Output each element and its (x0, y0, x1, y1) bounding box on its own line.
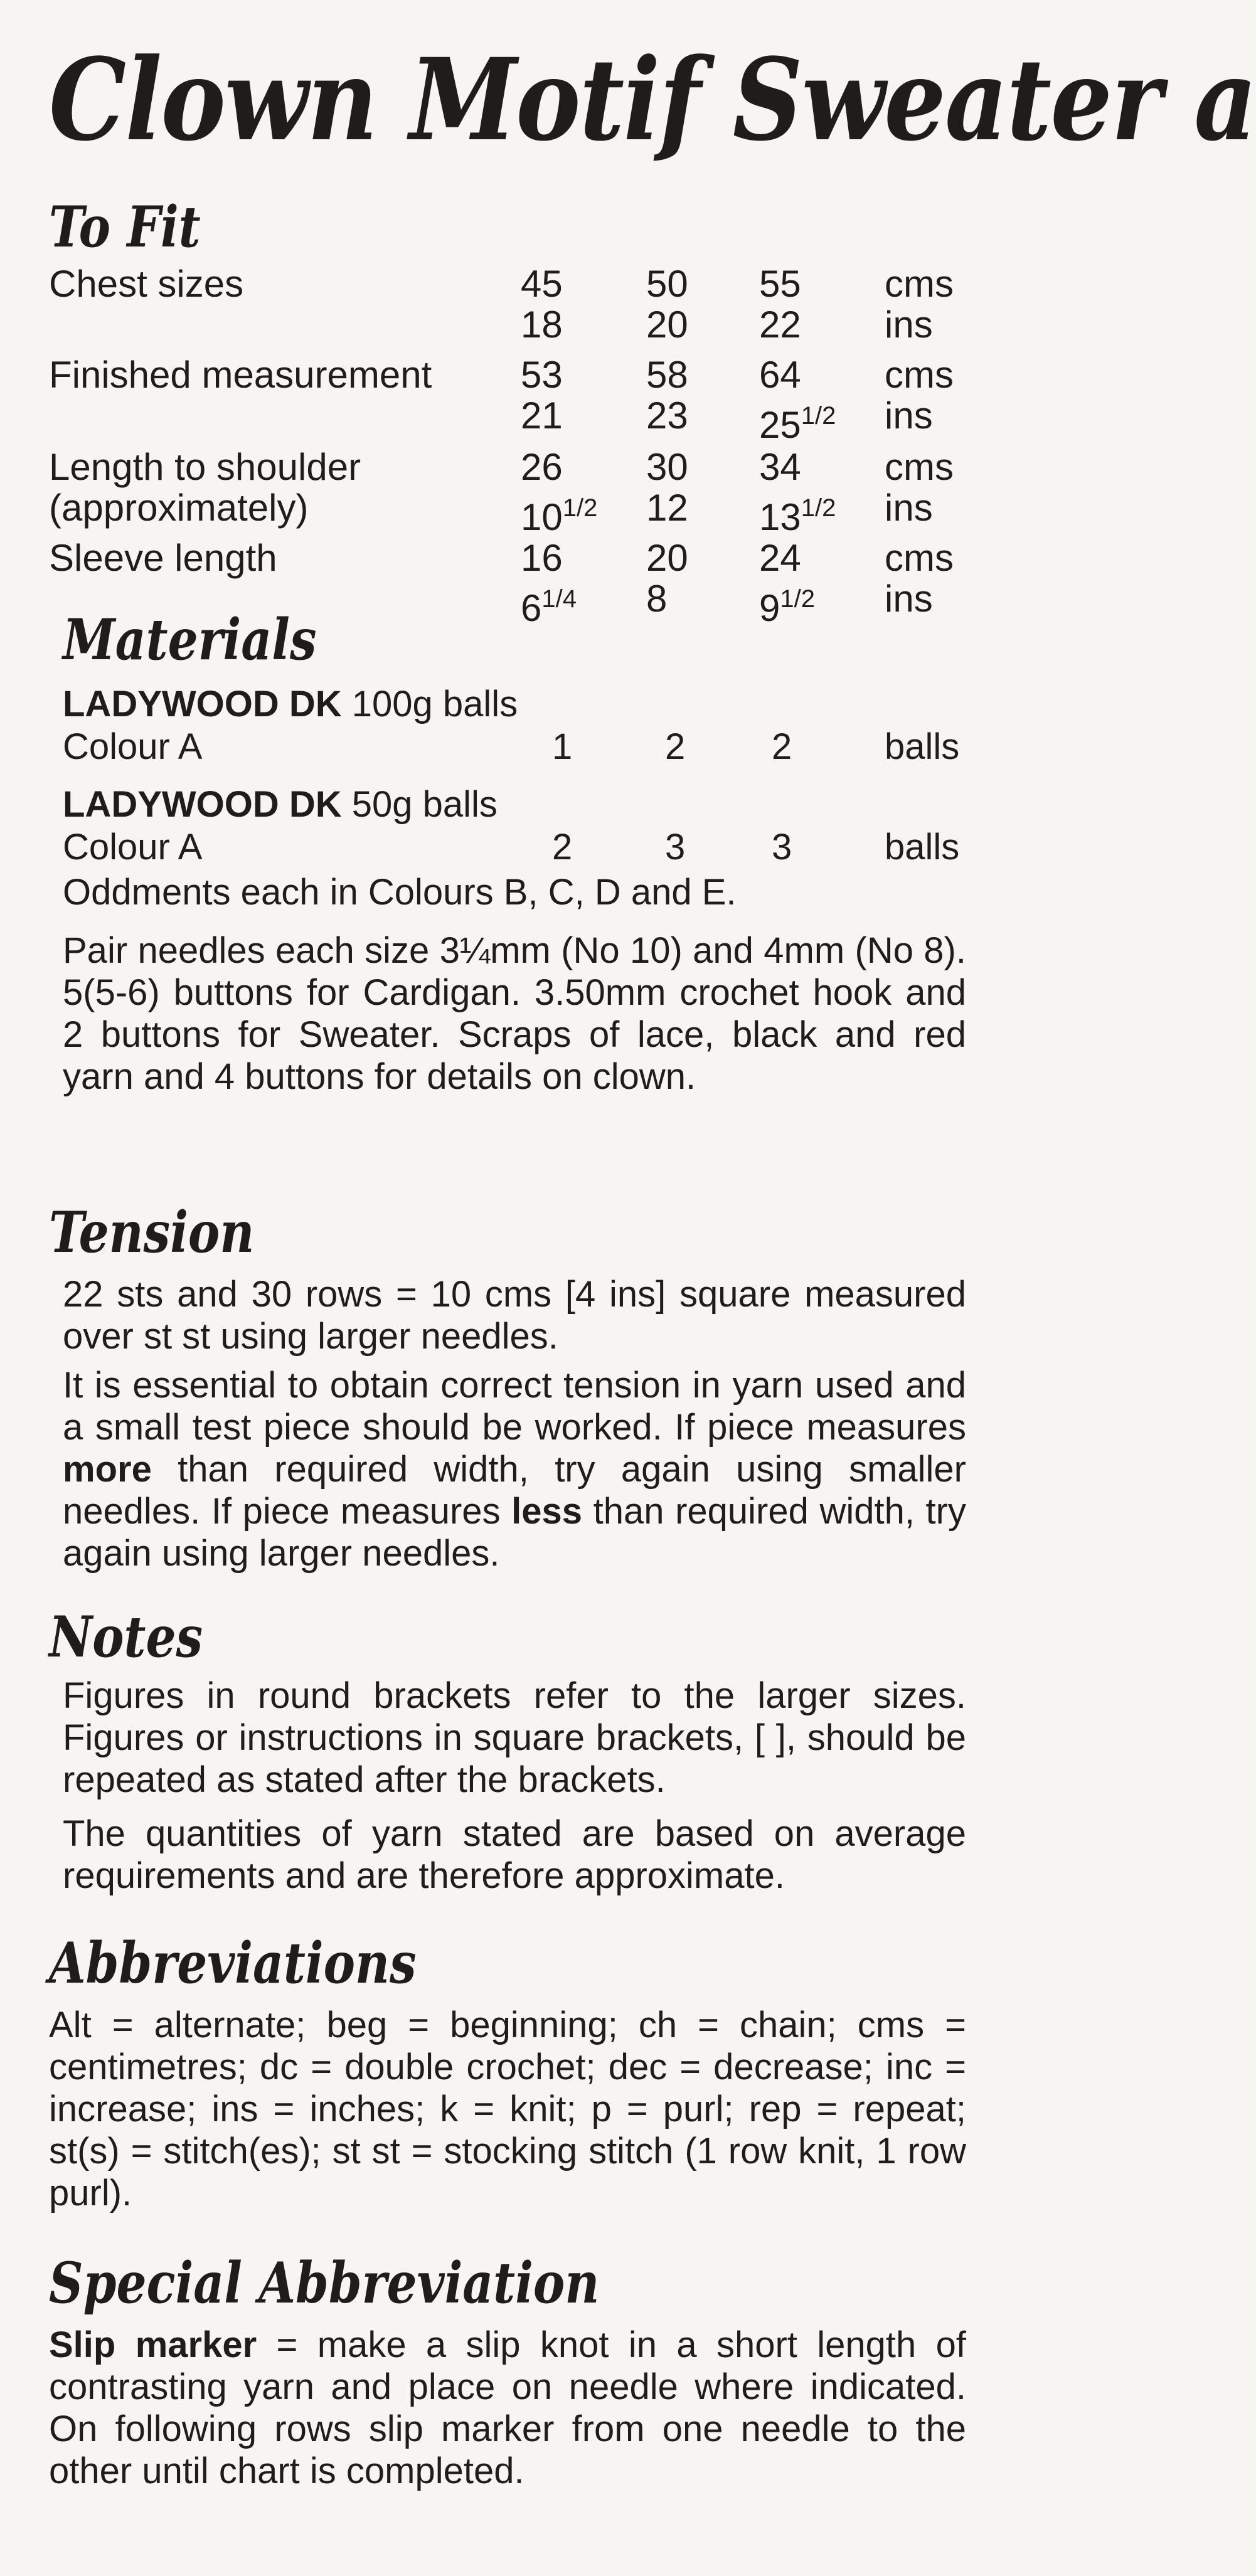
yarn1-line (63, 684, 518, 725)
size-fraction: 1/2 (562, 494, 598, 522)
yarn2-qty-1: 2 (552, 827, 573, 867)
yarn1-colour: Colour A (63, 726, 203, 767)
size-value-1: $10^{1/2}$ (521, 494, 598, 538)
yarn2-colour: Colour A (63, 827, 203, 867)
tension-paragraph-2 (63, 1364, 966, 1574)
size-value-3: 64 (759, 354, 801, 396)
size-value-2: 30 (646, 446, 688, 488)
size-value-2: 23 (646, 395, 688, 437)
special-abbreviation-heading: Special Abbreviation (49, 2250, 600, 2316)
size-unit: ins (885, 578, 933, 620)
abbreviations-heading: Abbreviations (49, 1930, 417, 1996)
size-value-1: 45 (521, 263, 563, 305)
needles-text: Pair needles each size 3¼mm (No 10) and 4mm (No 8). 5(5-6) buttons for Cardigan. 3.50mm crochet hook and 2 buttons for Sweater. Scraps of lace, black and red yarn and 4 buttons for details on clown. (63, 930, 966, 1097)
yarn1-qty-3: 2 (772, 726, 792, 767)
yarn2-desc: 50g balls (351, 784, 498, 825)
yarn2-brand: LADYWOOD DK (63, 784, 342, 825)
notes-heading: Notes (49, 1604, 203, 1670)
size-value-3: $25^{1/2}$ (759, 402, 836, 446)
size-fraction: 1/2 (780, 585, 815, 613)
size-row-label: (approximately) (49, 487, 309, 529)
size-unit: ins (885, 304, 933, 346)
tension-paragraph-1: 22 sts and 30 rows = 10 cms [4 ins] square measured over st st using larger needles. (63, 1274, 966, 1357)
size-value-3: 22 (759, 304, 801, 346)
size-unit: cms (885, 537, 954, 579)
size-value-2: 8 (646, 578, 668, 620)
size-unit: cms (885, 446, 954, 488)
tension-heading: Tension (49, 1199, 255, 1266)
oddments-text: Oddments each in Colours B, C, D and E. (63, 872, 737, 913)
yarn2-line (63, 784, 498, 825)
size-row (0, 487, 996, 538)
size-row (0, 263, 996, 305)
size-row (0, 395, 996, 446)
notes-paragraph-1: Figures in round brackets refer to the larger sizes. Figures or instructions in square brackets, [ ], should be repeated as stated after the brackets. (63, 1675, 966, 1800)
yarn1-unit: balls (885, 726, 960, 767)
yarn2-quantities (0, 827, 996, 868)
size-row-label: Sleeve length (49, 537, 277, 579)
yarn1-quantities (0, 726, 996, 768)
yarn1-qty-1: 1 (552, 726, 573, 767)
page-title: Clown Motif Sweater a (49, 34, 1256, 166)
special-abbreviation-text (49, 2324, 966, 2492)
size-unit: cms (885, 263, 954, 305)
tension-text-c: than required width, try again using smaller needles. If piece measures (63, 1449, 966, 1532)
size-value-1: $6^{1/4}$ (521, 585, 577, 629)
size-unit: ins (885, 487, 933, 529)
yarn2-unit: balls (885, 827, 960, 867)
tension-text-e: than required width, try again using larger needles. (63, 1491, 966, 1574)
size-row-label: Finished measurement (49, 354, 432, 396)
size-row (0, 354, 996, 396)
size-value-1: 16 (521, 537, 563, 579)
size-value-2: 58 (646, 354, 688, 396)
tension-text-a: It is essential to obtain correct tension in yarn used and a small test piece should be worked. If piece measures (63, 1365, 966, 1448)
slip-marker-term: Slip marker (49, 2324, 257, 2365)
size-value-3: 55 (759, 263, 801, 305)
materials-heading: Materials (63, 607, 317, 673)
slip-marker-definition: = make a slip knot in a short length of contrasting yarn and place on needle where indicated. On following rows slip marker from one needle to the other until chart is completed. (49, 2324, 966, 2491)
tension-emphasis-less: less (511, 1491, 583, 1532)
size-value-1: 21 (521, 395, 563, 437)
size-row-label: Length to shoulder (49, 446, 361, 488)
size-row (0, 304, 996, 346)
yarn1-desc: 100g balls (351, 684, 518, 724)
yarn2-qty-2: 3 (665, 827, 686, 867)
notes-paragraph-2: The quantities of yarn stated are based on average requirements and are therefore approximate. (63, 1813, 966, 1896)
to-fit-heading: To Fit (49, 194, 201, 260)
size-fraction: 1/4 (541, 585, 577, 613)
size-value-3: 24 (759, 537, 801, 579)
size-value-1: 18 (521, 304, 563, 346)
size-fraction: 1/2 (801, 402, 836, 430)
abbreviations-text: Alt = alternate; beg = beginning; ch = chain; cms = centimetres; dc = double crochet; dec = decrease; inc = increase; ins = inches; k = knit; p = purl; rep = repeat; st(s) = stitch(es); st st = stocking stitch (1 row knit, 1 row purl). (49, 2005, 966, 2213)
yarn2-qty-3: 3 (772, 827, 792, 867)
size-row-label: Chest sizes (49, 263, 244, 305)
size-value-1: 53 (521, 354, 563, 396)
size-value-2: 12 (646, 487, 688, 529)
size-row (0, 538, 996, 579)
size-unit: cms (885, 354, 954, 396)
tension-emphasis-more: more (63, 1449, 152, 1490)
yarn1-qty-2: 2 (665, 726, 686, 767)
size-value-2: 20 (646, 537, 688, 579)
size-value-3: $9^{1/2}$ (759, 585, 815, 629)
size-fraction: 1/2 (801, 494, 836, 522)
size-row (0, 447, 996, 488)
yarn1-brand: LADYWOOD DK (63, 684, 342, 724)
size-value-1: 26 (521, 446, 563, 488)
size-unit: ins (885, 395, 933, 437)
size-value-2: 20 (646, 304, 688, 346)
size-value-2: 50 (646, 263, 688, 305)
size-value-3: $13^{1/2}$ (759, 494, 836, 538)
size-value-3: 34 (759, 446, 801, 488)
